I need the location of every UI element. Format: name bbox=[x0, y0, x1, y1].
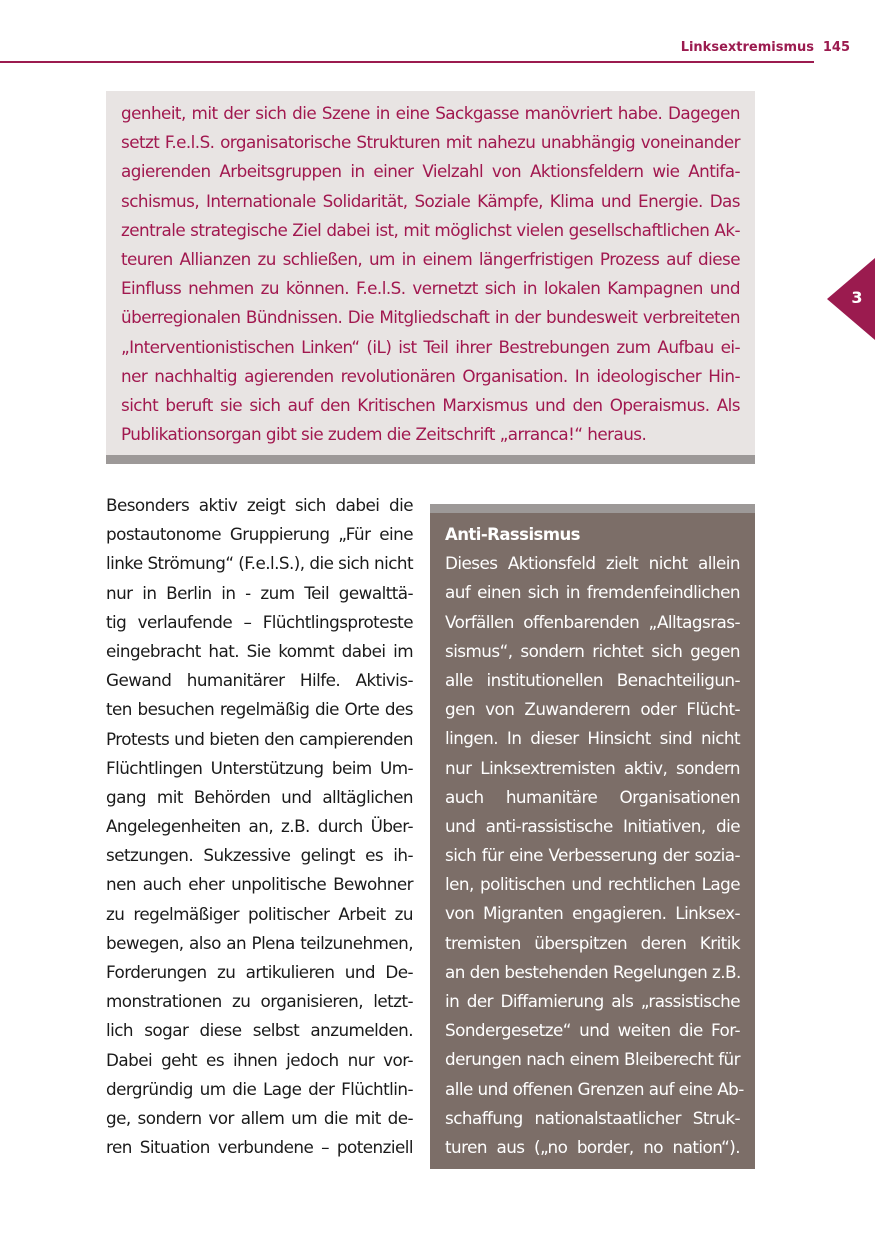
text-line: Protests und bieten den campierenden bbox=[106, 728, 413, 749]
text-line: ren Situation verbundene – potenziell bbox=[106, 1137, 413, 1158]
chapter-number: 3 bbox=[851, 288, 863, 307]
text-line: setzungen. Sukzessive gelingt es ih- bbox=[106, 845, 413, 866]
text-line: gang mit Behörden und alltäglichen bbox=[106, 786, 413, 807]
text-line: auf einen sich in fremdenfeindlichen bbox=[445, 582, 740, 603]
text-line: alle und offenen Grenzen auf eine Ab- bbox=[445, 1078, 744, 1099]
text-line: Dieses Aktionsfeld zielt nicht allein bbox=[445, 553, 740, 574]
text-line: dergründig um die Lage der Flüchtlin- bbox=[106, 1078, 413, 1099]
text-line: gen von Zuwanderern oder Flücht- bbox=[445, 699, 740, 720]
text-line: zu regelmäßiger politischer Arbeit zu bbox=[106, 903, 413, 924]
text-line: und anti-rassistische Initiativen, die bbox=[445, 815, 740, 836]
text-line: genheit, mit der sich die Szene in eine Sackgasse manövriert habe. Dagegen bbox=[121, 103, 740, 123]
text-line: monstrationen zu organisieren, letzt- bbox=[106, 991, 413, 1012]
text-line: an den bestehenden Regelungen z.B. bbox=[445, 961, 741, 982]
text-line: bewegen, also an Plena teilzunehmen, bbox=[106, 932, 413, 953]
text-line: von Migranten engagieren. Linksex- bbox=[445, 903, 740, 924]
text-line: sich für eine Verbesserung der sozia- bbox=[445, 845, 740, 866]
text-line: Dabei geht es ihnen jedoch nur vor- bbox=[106, 1049, 413, 1070]
text-line: überregionalen Bündnissen. Die Mitgliedschaft in der bundesweit verbreiteten bbox=[121, 307, 740, 328]
text-line: alle institutionellen Benachteiligun- bbox=[445, 669, 740, 690]
text-line: Publikationsorgan gibt sie zudem die Zeitschrift „arranca!“ heraus. bbox=[121, 424, 647, 445]
text-line: Flüchtlingen Unterstützung beim Um- bbox=[106, 757, 413, 778]
text-line: tig verlaufende – Flüchtlingsproteste bbox=[106, 611, 413, 632]
text-line: ten besuchen regelmäßig die Orte des bbox=[106, 699, 413, 720]
text-line: postautonome Gruppierung „Für eine bbox=[106, 524, 413, 545]
text-line: in der Diffamierung als „rassistische bbox=[445, 991, 740, 1011]
text-line: auch humanitäre Organisationen bbox=[445, 786, 740, 807]
text-line: linke Strömung“ (F.e.l.S.), die sich nicht bbox=[106, 553, 413, 574]
text-line: ge, sondern vor allem um die mit de- bbox=[106, 1107, 413, 1128]
text-line: Angelegenheiten an, z.B. durch Über- bbox=[106, 816, 413, 837]
text-line: agierenden Arbeitsgruppen in einer Vielzahl von Aktionsfeldern wie Antifa- bbox=[121, 161, 740, 182]
highlight-box bbox=[106, 91, 755, 456]
text-line: Besonders aktiv zeigt sich dabei die bbox=[106, 495, 413, 515]
sidebar-box-top-bar bbox=[430, 504, 755, 513]
sidebar-box-text bbox=[445, 549, 744, 1162]
text-line: sismus“, sondern richtet sich gegen bbox=[445, 640, 740, 661]
text-line: Forderungen zu artikulieren und De- bbox=[106, 962, 413, 982]
text-line: zentrale strategische Ziel dabei ist, mit möglichst vielen gesellschaftlichen Ak- bbox=[121, 219, 740, 240]
text-line: derungen nach einem Bleiberecht für bbox=[445, 1049, 740, 1070]
text-line: lingen. In dieser Hinsicht sind nicht bbox=[445, 728, 740, 749]
text-line: „Interventionistischen Linken“ (iL) ist Teil ihrer Bestrebungen zum Aufbau ei- bbox=[121, 336, 740, 357]
highlight-box-bottom-bar bbox=[106, 455, 755, 464]
text-line: nur in Berlin in - zum Teil gewalttä- bbox=[106, 582, 413, 603]
text-line: turen aus („no border, no nation“). bbox=[445, 1136, 740, 1157]
highlight-box-text bbox=[121, 99, 740, 449]
sidebar-box-anti-rassismus bbox=[430, 504, 755, 1169]
text-line: tremisten überspitzen deren Kritik bbox=[445, 932, 740, 953]
text-line: lich sogar diese selbst anzumelden. bbox=[106, 1020, 413, 1041]
main-paragraph bbox=[106, 491, 413, 1162]
text-line: nen auch eher unpolitische Bewohner bbox=[106, 874, 413, 895]
text-line: Sondergesetze“ und weiten die For- bbox=[445, 1020, 740, 1041]
page-number: 145 bbox=[822, 40, 850, 55]
text-line: len, politischen und rechtlichen Lage bbox=[445, 874, 740, 895]
text-line: setzt F.e.l.S. organisatorische Strukturen mit nahezu unabhängig voneinander bbox=[121, 132, 740, 153]
running-header-title: Linksextremismus bbox=[680, 40, 814, 55]
text-line: Vorfällen offenbarenden „Alltagsras- bbox=[445, 611, 740, 632]
main-text-column bbox=[106, 491, 413, 1162]
text-line: schismus, Internationale Solidarität, Soziale Kämpfe, Klima und Energie. Das bbox=[121, 190, 740, 211]
header-rule bbox=[0, 61, 814, 63]
text-line: Einfluss nehmen zu können. F.e.l.S. vernetzt sich in lokalen Kampagnen und bbox=[121, 278, 740, 299]
sidebar-box-heading: Anti-Rassismus bbox=[445, 525, 580, 544]
text-line: schaffung nationalstaatlicher Struk- bbox=[445, 1107, 740, 1128]
text-line: eingebracht hat. Sie kommt dabei im bbox=[106, 640, 413, 661]
text-line: teuren Allianzen zu schließen, um in einem längerfristigen Prozess auf diese bbox=[121, 248, 740, 269]
text-line: nur Linksextremisten aktiv, sondern bbox=[445, 757, 740, 778]
text-line: ner nachhaltig agierenden revolutionären Organisation. In ideologischer Hin- bbox=[121, 365, 740, 386]
text-line: sicht beruft sie sich auf den Kritischen Marxismus und den Operaismus. Als bbox=[121, 394, 740, 415]
text-line: Gewand humanitärer Hilfe. Aktivis- bbox=[106, 670, 413, 691]
